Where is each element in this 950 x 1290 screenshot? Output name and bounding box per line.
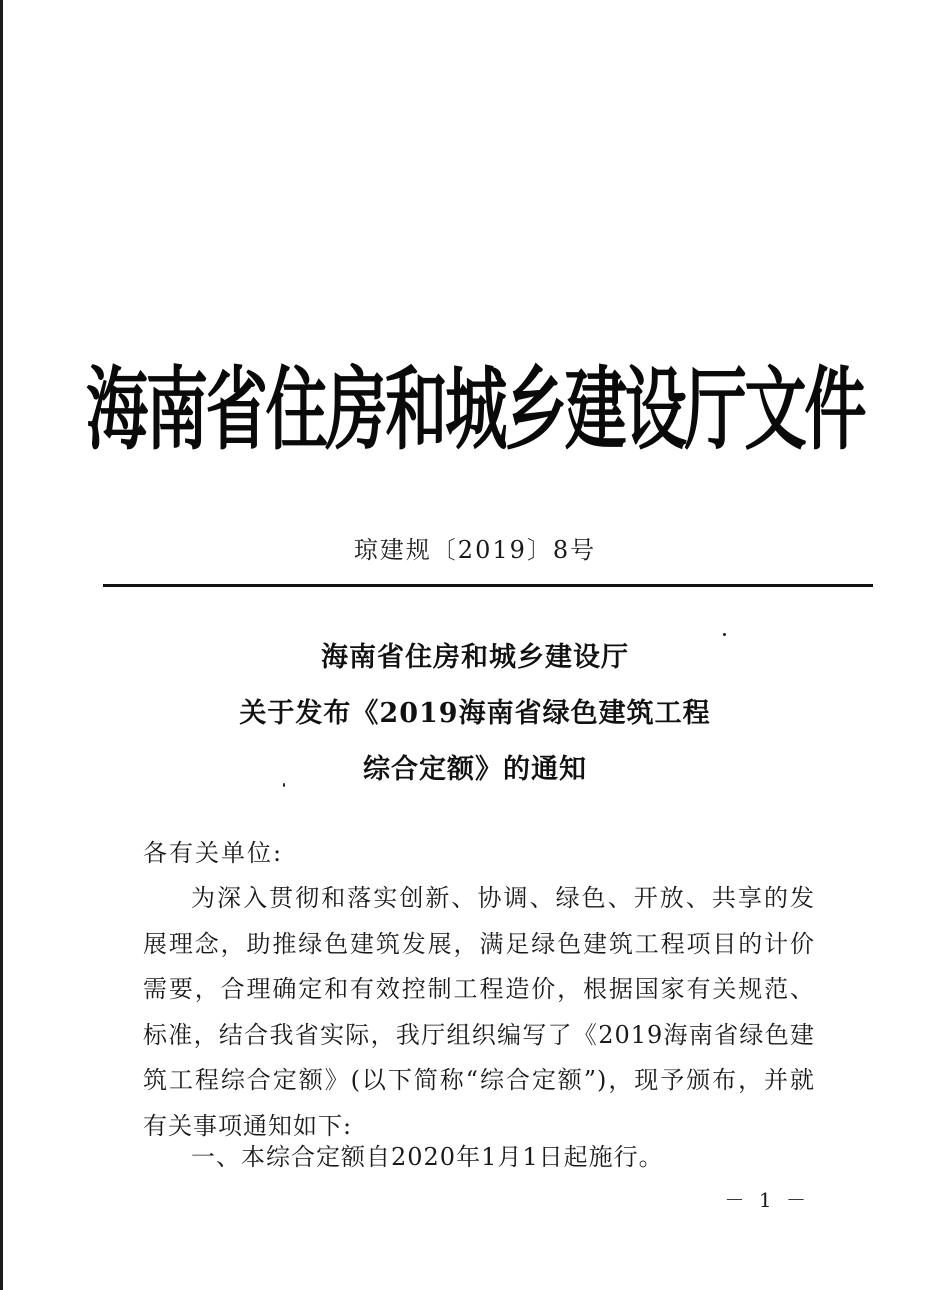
masthead-title: 海南省住房和城乡建设厅文件 <box>85 356 865 462</box>
red-header-rule <box>103 584 873 587</box>
salutation: 各有关单位: <box>143 839 284 867</box>
document-number: 琼建规〔2019〕8号 <box>353 536 597 564</box>
page-number: － 1 － <box>724 1188 810 1212</box>
item-one: 一、本综合定额自2020年1月1日起施行。 <box>191 1143 664 1171</box>
body-paragraph: 为深入贯彻和落实创新、协调、绿色、开放、共享的发展理念，助推绿色建筑发展，满足绿色建筑工程项目的计价需要，合理确定和有效控制工程造价，根据国家有关规范、标准，结合我省实际，我厅组织编写了《2019海南省绿色建筑工程综合定额》(以下简称“综合定额”)，现予颁布，并就有关事项通知如下: <box>143 884 815 1140</box>
title-line-3: 综合定额》的通知 <box>363 754 587 785</box>
notice-title <box>0 630 950 798</box>
scan-speck <box>283 783 285 787</box>
scan-speck <box>723 633 726 636</box>
title-line-1: 海南省住房和城乡建设厅 <box>321 642 629 673</box>
title-line-2: 关于发布《2019海南省绿色建筑工程 <box>239 698 711 729</box>
